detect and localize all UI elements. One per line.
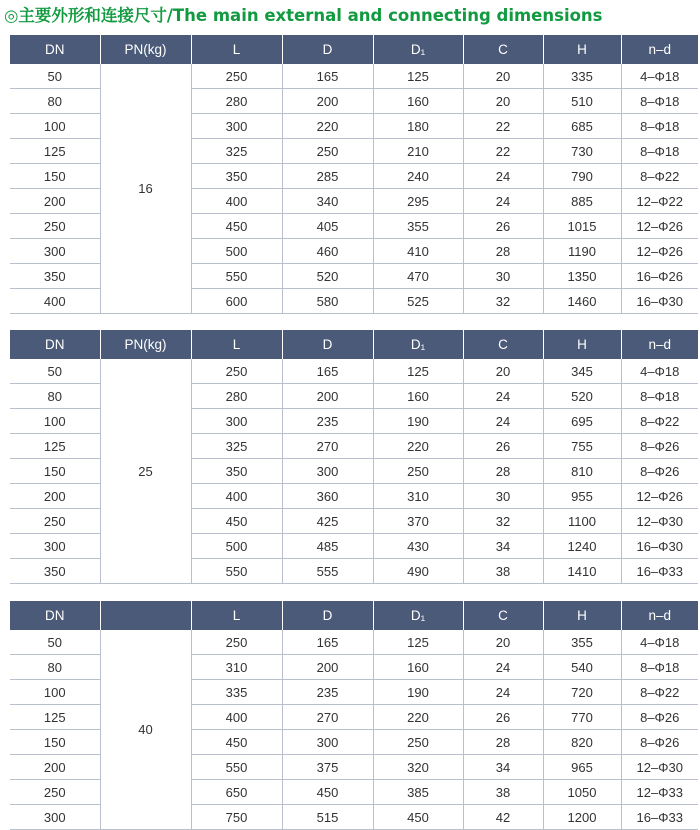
cell-h: 1240: [543, 534, 621, 559]
cell-c: 24: [463, 384, 543, 409]
pressure-rating-cell: 25: [100, 359, 191, 584]
cell-d: 270: [282, 434, 373, 459]
cell-dn: 250: [10, 780, 100, 805]
cell-h: 1190: [543, 239, 621, 264]
cell-d: 555: [282, 559, 373, 584]
cell-d: 200: [282, 384, 373, 409]
cell-c: 26: [463, 705, 543, 730]
column-header-d: D: [282, 601, 373, 630]
cell-d1: 220: [373, 705, 463, 730]
cell-d: 235: [282, 680, 373, 705]
cell-dn: 200: [10, 189, 100, 214]
page-title: ◎主要外形和连接尺寸/The main external and connecting dimensions: [4, 6, 603, 25]
cell-nd: 12–Φ26: [621, 214, 698, 239]
column-header-dn: DN: [10, 35, 100, 64]
cell-nd: 8–Φ22: [621, 164, 698, 189]
cell-c: 24: [463, 164, 543, 189]
cell-l: 325: [191, 139, 282, 164]
column-header-l: L: [191, 35, 282, 64]
cell-dn: 100: [10, 114, 100, 139]
column-header-dn: DN: [10, 330, 100, 359]
cell-l: 280: [191, 89, 282, 114]
cell-h: 885: [543, 189, 621, 214]
cell-nd: 12–Φ26: [621, 484, 698, 509]
dimensions-table-pn16: [10, 35, 698, 314]
cell-nd: 16–Φ30: [621, 289, 698, 314]
pressure-rating-cell: 16: [100, 64, 191, 314]
cell-c: 26: [463, 434, 543, 459]
cell-nd: 12–Φ30: [621, 509, 698, 534]
cell-l: 600: [191, 289, 282, 314]
cell-l: 280: [191, 384, 282, 409]
cell-d: 165: [282, 630, 373, 655]
cell-d: 300: [282, 459, 373, 484]
cell-d: 270: [282, 705, 373, 730]
column-header-d1: D₁: [373, 35, 463, 64]
cell-dn: 200: [10, 484, 100, 509]
cell-dn: 80: [10, 89, 100, 114]
cell-d: 220: [282, 114, 373, 139]
cell-nd: 16–Φ33: [621, 805, 698, 830]
cell-l: 650: [191, 780, 282, 805]
column-header-l: L: [191, 330, 282, 359]
cell-h: 1200: [543, 805, 621, 830]
header-row: [10, 601, 698, 630]
cell-nd: 8–Φ18: [621, 89, 698, 114]
cell-c: 22: [463, 139, 543, 164]
cell-h: 965: [543, 755, 621, 780]
cell-d1: 160: [373, 384, 463, 409]
cell-nd: 12–Φ30: [621, 755, 698, 780]
cell-h: 345: [543, 359, 621, 384]
cell-l: 300: [191, 409, 282, 434]
cell-h: 1100: [543, 509, 621, 534]
cell-d: 515: [282, 805, 373, 830]
cell-h: 730: [543, 139, 621, 164]
column-header-nd: n–d: [621, 330, 698, 359]
cell-d: 450: [282, 780, 373, 805]
cell-dn: 150: [10, 459, 100, 484]
cell-nd: 4–Φ18: [621, 630, 698, 655]
cell-d: 360: [282, 484, 373, 509]
cell-dn: 300: [10, 239, 100, 264]
cell-h: 520: [543, 384, 621, 409]
cell-c: 30: [463, 264, 543, 289]
column-header-c: C: [463, 330, 543, 359]
cell-d: 375: [282, 755, 373, 780]
column-header-c: C: [463, 35, 543, 64]
cell-l: 550: [191, 264, 282, 289]
cell-l: 400: [191, 484, 282, 509]
column-header-d1: D₁: [373, 330, 463, 359]
cell-d1: 470: [373, 264, 463, 289]
cell-c: 30: [463, 484, 543, 509]
cell-c: 20: [463, 64, 543, 89]
cell-l: 250: [191, 359, 282, 384]
cell-h: 1015: [543, 214, 621, 239]
cell-nd: 16–Φ30: [621, 534, 698, 559]
cell-c: 28: [463, 730, 543, 755]
cell-d: 520: [282, 264, 373, 289]
column-header-d: D: [282, 35, 373, 64]
cell-c: 22: [463, 114, 543, 139]
cell-c: 34: [463, 755, 543, 780]
cell-c: 34: [463, 534, 543, 559]
cell-dn: 100: [10, 409, 100, 434]
cell-h: 810: [543, 459, 621, 484]
cell-nd: 8–Φ26: [621, 705, 698, 730]
cell-d1: 210: [373, 139, 463, 164]
cell-c: 28: [463, 239, 543, 264]
cell-dn: 400: [10, 289, 100, 314]
cell-nd: 4–Φ18: [621, 359, 698, 384]
cell-d1: 190: [373, 680, 463, 705]
column-header-d: D: [282, 330, 373, 359]
cell-d: 300: [282, 730, 373, 755]
cell-d: 405: [282, 214, 373, 239]
cell-d: 200: [282, 89, 373, 114]
cell-l: 400: [191, 189, 282, 214]
cell-dn: 125: [10, 705, 100, 730]
cell-dn: 80: [10, 655, 100, 680]
cell-c: 24: [463, 409, 543, 434]
cell-l: 400: [191, 705, 282, 730]
cell-l: 450: [191, 214, 282, 239]
cell-c: 32: [463, 509, 543, 534]
column-header-pn: [100, 601, 191, 630]
cell-c: 24: [463, 680, 543, 705]
cell-d: 460: [282, 239, 373, 264]
cell-d1: 160: [373, 89, 463, 114]
dimensions-table-pn40: [10, 601, 698, 830]
cell-c: 28: [463, 459, 543, 484]
cell-dn: 100: [10, 680, 100, 705]
cell-h: 335: [543, 64, 621, 89]
cell-dn: 50: [10, 359, 100, 384]
cell-h: 510: [543, 89, 621, 114]
cell-d1: 310: [373, 484, 463, 509]
table-row: [10, 64, 698, 89]
cell-h: 540: [543, 655, 621, 680]
cell-dn: 125: [10, 139, 100, 164]
cell-dn: 125: [10, 434, 100, 459]
cell-d: 340: [282, 189, 373, 214]
cell-c: 32: [463, 289, 543, 314]
cell-h: 955: [543, 484, 621, 509]
cell-nd: 8–Φ18: [621, 655, 698, 680]
cell-nd: 8–Φ18: [621, 139, 698, 164]
cell-d1: 355: [373, 214, 463, 239]
cell-l: 325: [191, 434, 282, 459]
cell-dn: 300: [10, 534, 100, 559]
cell-nd: 4–Φ18: [621, 64, 698, 89]
cell-d1: 295: [373, 189, 463, 214]
cell-l: 350: [191, 164, 282, 189]
cell-d1: 240: [373, 164, 463, 189]
cell-h: 755: [543, 434, 621, 459]
cell-l: 450: [191, 730, 282, 755]
header-row: [10, 35, 698, 64]
cell-dn: 250: [10, 214, 100, 239]
cell-c: 38: [463, 559, 543, 584]
cell-nd: 16–Φ33: [621, 559, 698, 584]
cell-l: 450: [191, 509, 282, 534]
cell-dn: 350: [10, 264, 100, 289]
cell-nd: 8–Φ22: [621, 680, 698, 705]
cell-dn: 200: [10, 755, 100, 780]
cell-l: 335: [191, 680, 282, 705]
cell-dn: 300: [10, 805, 100, 830]
cell-h: 355: [543, 630, 621, 655]
column-header-dn: DN: [10, 601, 100, 630]
cell-d: 250: [282, 139, 373, 164]
cell-d: 165: [282, 359, 373, 384]
cell-d1: 385: [373, 780, 463, 805]
cell-d: 485: [282, 534, 373, 559]
cell-c: 38: [463, 780, 543, 805]
cell-dn: 150: [10, 164, 100, 189]
dimensions-table-pn25: [10, 330, 698, 584]
cell-d1: 125: [373, 64, 463, 89]
cell-d1: 250: [373, 459, 463, 484]
header-row: [10, 330, 698, 359]
cell-c: 24: [463, 655, 543, 680]
cell-d: 580: [282, 289, 373, 314]
table-row: [10, 359, 698, 384]
cell-d1: 180: [373, 114, 463, 139]
cell-nd: 12–Φ33: [621, 780, 698, 805]
table-row: [10, 630, 698, 655]
cell-l: 500: [191, 239, 282, 264]
column-header-nd: n–d: [621, 601, 698, 630]
cell-d1: 450: [373, 805, 463, 830]
cell-l: 250: [191, 630, 282, 655]
column-header-h: H: [543, 601, 621, 630]
cell-nd: 8–Φ26: [621, 434, 698, 459]
cell-h: 820: [543, 730, 621, 755]
cell-l: 300: [191, 114, 282, 139]
cell-l: 250: [191, 64, 282, 89]
cell-d1: 320: [373, 755, 463, 780]
cell-d1: 125: [373, 630, 463, 655]
cell-h: 770: [543, 705, 621, 730]
cell-nd: 8–Φ22: [621, 409, 698, 434]
cell-d1: 250: [373, 730, 463, 755]
cell-c: 42: [463, 805, 543, 830]
cell-d: 285: [282, 164, 373, 189]
cell-d1: 410: [373, 239, 463, 264]
cell-d1: 190: [373, 409, 463, 434]
pressure-rating-cell: 40: [100, 630, 191, 830]
cell-c: 20: [463, 359, 543, 384]
cell-nd: 12–Φ26: [621, 239, 698, 264]
cell-dn: 80: [10, 384, 100, 409]
cell-nd: 16–Φ26: [621, 264, 698, 289]
column-header-l: L: [191, 601, 282, 630]
cell-dn: 50: [10, 630, 100, 655]
column-header-h: H: [543, 330, 621, 359]
cell-h: 695: [543, 409, 621, 434]
cell-l: 310: [191, 655, 282, 680]
column-header-h: H: [543, 35, 621, 64]
cell-nd: 8–Φ26: [621, 730, 698, 755]
cell-nd: 8–Φ18: [621, 384, 698, 409]
cell-l: 500: [191, 534, 282, 559]
cell-dn: 350: [10, 559, 100, 584]
cell-c: 20: [463, 89, 543, 114]
column-header-d1: D₁: [373, 601, 463, 630]
cell-dn: 150: [10, 730, 100, 755]
cell-d1: 525: [373, 289, 463, 314]
column-header-nd: n–d: [621, 35, 698, 64]
cell-d: 235: [282, 409, 373, 434]
cell-d: 200: [282, 655, 373, 680]
cell-h: 1350: [543, 264, 621, 289]
cell-c: 24: [463, 189, 543, 214]
cell-h: 790: [543, 164, 621, 189]
cell-h: 1050: [543, 780, 621, 805]
cell-nd: 8–Φ26: [621, 459, 698, 484]
cell-d: 425: [282, 509, 373, 534]
cell-h: 1410: [543, 559, 621, 584]
cell-d1: 490: [373, 559, 463, 584]
column-header-c: C: [463, 601, 543, 630]
column-header-pn: PN(kg): [100, 35, 191, 64]
cell-l: 350: [191, 459, 282, 484]
cell-h: 720: [543, 680, 621, 705]
cell-c: 20: [463, 630, 543, 655]
cell-l: 550: [191, 755, 282, 780]
cell-d1: 430: [373, 534, 463, 559]
cell-d1: 125: [373, 359, 463, 384]
cell-d1: 220: [373, 434, 463, 459]
cell-dn: 50: [10, 64, 100, 89]
cell-d1: 370: [373, 509, 463, 534]
cell-h: 1460: [543, 289, 621, 314]
cell-nd: 8–Φ18: [621, 114, 698, 139]
cell-l: 550: [191, 559, 282, 584]
cell-h: 685: [543, 114, 621, 139]
cell-l: 750: [191, 805, 282, 830]
cell-d: 165: [282, 64, 373, 89]
column-header-pn: PN(kg): [100, 330, 191, 359]
cell-d1: 160: [373, 655, 463, 680]
cell-c: 26: [463, 214, 543, 239]
cell-nd: 12–Φ22: [621, 189, 698, 214]
cell-dn: 250: [10, 509, 100, 534]
